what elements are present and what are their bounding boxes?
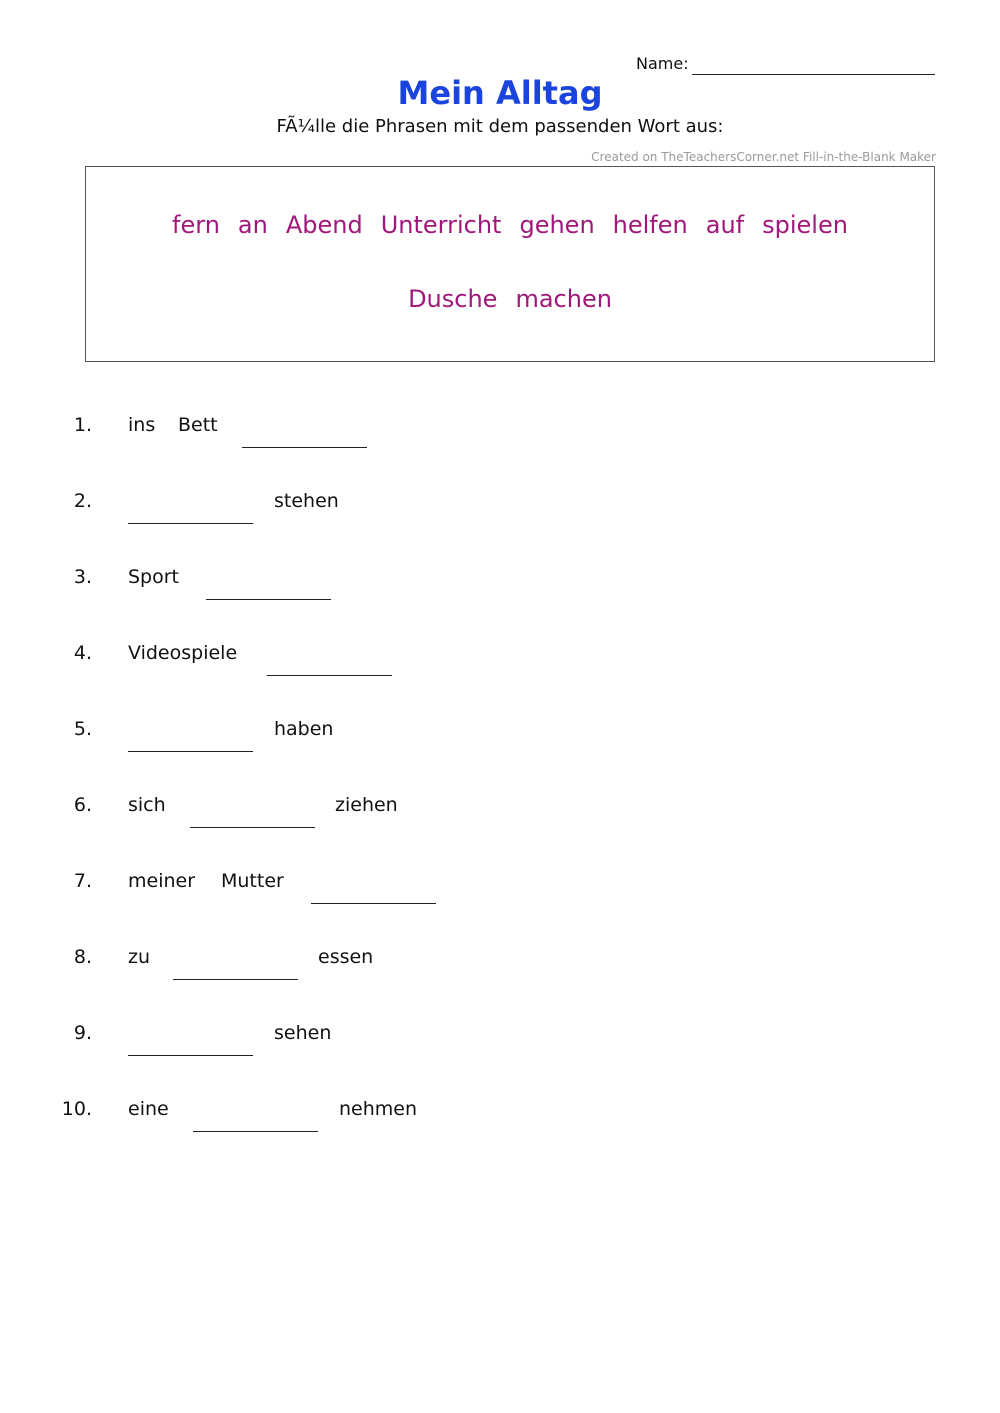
question-text: essen: [318, 946, 374, 968]
question-number: 1.: [73, 414, 92, 436]
question-number: 4.: [73, 642, 92, 664]
answer-blank[interactable]: [128, 1055, 253, 1056]
word-bank-item: an: [237, 211, 268, 239]
question-number: 6.: [73, 794, 92, 816]
instructions: FÃ¼lle die Phrasen mit dem passenden Wort aus:: [276, 116, 724, 137]
question-number: 8.: [73, 946, 92, 968]
question-text: stehen: [274, 490, 339, 512]
question-text: nehmen: [339, 1098, 418, 1120]
answer-blank[interactable]: [193, 1131, 318, 1132]
word-bank-item: helfen: [612, 211, 688, 239]
page-title: Mein Alltag: [397, 74, 603, 112]
question-text: Mutter: [221, 870, 284, 892]
word-bank-item: machen: [515, 285, 612, 313]
word-bank-item: gehen: [519, 211, 595, 239]
question-text: ziehen: [335, 794, 398, 816]
question-number: 9.: [73, 1022, 92, 1044]
name-label: Name:: [636, 54, 689, 73]
word-bank-item: auf: [705, 211, 745, 239]
credit-line: Created on TheTeachersCorner.net Fill-in-the-Blank Maker: [591, 150, 936, 164]
answer-blank[interactable]: [267, 675, 392, 676]
question-text: sich: [128, 794, 166, 816]
question-number: 10.: [61, 1098, 92, 1120]
word-bank-row-2: [86, 285, 934, 313]
word-bank-item: Unterricht: [380, 211, 502, 239]
answer-blank[interactable]: [206, 599, 331, 600]
answer-blank[interactable]: [190, 827, 315, 828]
answer-blank[interactable]: [311, 903, 436, 904]
question-text: haben: [274, 718, 334, 740]
answer-blank[interactable]: [242, 447, 367, 448]
question-text: Sport: [128, 566, 180, 588]
answer-blank[interactable]: [128, 523, 253, 524]
answer-blank[interactable]: [128, 751, 253, 752]
word-bank: [85, 166, 935, 362]
question-number: 3.: [73, 566, 92, 588]
word-bank-row-1: [86, 211, 934, 239]
question-text: ins: [128, 414, 156, 436]
word-bank-item: Dusche: [408, 285, 498, 313]
word-bank-item: spielen: [762, 211, 848, 239]
question-text: Videospiele: [128, 642, 238, 664]
word-bank-item: Abend: [285, 211, 363, 239]
word-bank-item: fern: [172, 211, 220, 239]
answer-blank[interactable]: [173, 979, 298, 980]
question-number: 5.: [73, 718, 92, 740]
question-text: meiner: [128, 870, 196, 892]
question-number: 7.: [73, 870, 92, 892]
question-text: zu: [128, 946, 151, 968]
question-text: sehen: [274, 1022, 332, 1044]
question-text: eine: [128, 1098, 169, 1120]
question-number: 2.: [73, 490, 92, 512]
question-text: Bett: [178, 414, 218, 436]
